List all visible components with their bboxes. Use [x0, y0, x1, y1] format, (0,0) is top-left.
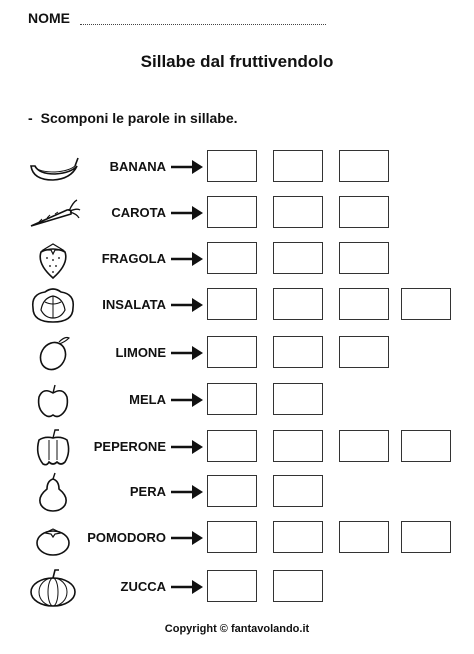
syllable-box[interactable]	[207, 242, 257, 274]
arrow-right-icon	[170, 158, 204, 176]
syllable-box[interactable]	[273, 150, 323, 182]
strawberry-icon	[25, 238, 81, 280]
word-label: MELA	[129, 392, 166, 407]
pear-icon	[25, 471, 81, 513]
instruction	[28, 110, 238, 126]
arrow-right-icon	[170, 483, 204, 501]
exercise-row	[0, 475, 474, 509]
syllable-box[interactable]	[207, 570, 257, 602]
syllable-box[interactable]	[273, 521, 323, 553]
syllable-box[interactable]	[207, 288, 257, 320]
syllable-box[interactable]	[339, 521, 389, 553]
exercise-row	[0, 242, 474, 276]
arrow-right-icon	[170, 250, 204, 268]
word-label: ZUCCA	[120, 579, 166, 594]
syllable-box[interactable]	[339, 430, 389, 462]
syllable-box[interactable]	[273, 570, 323, 602]
syllable-box[interactable]	[401, 288, 451, 320]
syllable-box[interactable]	[207, 521, 257, 553]
exercise-row	[0, 336, 474, 370]
instruction-text: Scomponi le parole in sillabe.	[40, 110, 238, 126]
syllable-box[interactable]	[207, 430, 257, 462]
pumpkin-icon	[25, 566, 81, 608]
exercise-row	[0, 570, 474, 604]
exercise-row	[0, 521, 474, 555]
word-label: FRAGOLA	[101, 251, 166, 266]
word-label: LIMONE	[115, 345, 166, 360]
arrow-right-icon	[170, 578, 204, 596]
arrow-right-icon	[170, 344, 204, 362]
copyright-footer: Copyright © fantavolando.it	[164, 623, 310, 635]
tomato-icon	[25, 517, 81, 559]
syllable-box[interactable]	[207, 196, 257, 228]
arrow-right-icon	[170, 529, 204, 547]
exercise-row	[0, 196, 474, 230]
syllable-box[interactable]	[339, 196, 389, 228]
arrow-right-icon	[170, 204, 204, 222]
arrow-right-icon	[170, 296, 204, 314]
name-field[interactable]	[80, 24, 326, 25]
lemon-icon	[25, 332, 81, 374]
name-label: NOME	[28, 10, 70, 26]
syllable-box[interactable]	[339, 242, 389, 274]
syllable-box[interactable]	[273, 475, 323, 507]
carrot-icon	[25, 192, 81, 234]
apple-icon	[25, 379, 81, 421]
exercise-row	[0, 383, 474, 417]
exercise-row	[0, 430, 474, 464]
syllable-box[interactable]	[339, 336, 389, 368]
syllable-box[interactable]	[273, 196, 323, 228]
syllable-box[interactable]	[207, 383, 257, 415]
syllable-box[interactable]	[273, 383, 323, 415]
lettuce-icon	[25, 284, 81, 326]
banana-icon	[25, 146, 81, 188]
syllable-box[interactable]	[207, 336, 257, 368]
arrow-right-icon	[170, 438, 204, 456]
word-label: INSALATA	[102, 297, 166, 312]
exercise-row	[0, 288, 474, 322]
syllable-box[interactable]	[273, 288, 323, 320]
syllable-box[interactable]	[273, 336, 323, 368]
exercise-row	[0, 150, 474, 184]
syllable-box[interactable]	[207, 475, 257, 507]
word-label: POMODORO	[87, 530, 166, 545]
page-title: Sillabe dal fruttivendolo	[140, 52, 334, 71]
syllable-box[interactable]	[273, 242, 323, 274]
syllable-box[interactable]	[273, 430, 323, 462]
syllable-box[interactable]	[207, 150, 257, 182]
syllable-box[interactable]	[339, 288, 389, 320]
pepper-icon	[25, 426, 81, 468]
word-label: BANANA	[109, 159, 166, 174]
arrow-right-icon	[170, 391, 204, 409]
syllable-box[interactable]	[339, 150, 389, 182]
word-label: PERA	[129, 484, 166, 499]
word-label: CAROTA	[111, 205, 166, 220]
instruction-dash: -	[28, 110, 33, 126]
syllable-box[interactable]	[401, 521, 451, 553]
syllable-box[interactable]	[401, 430, 451, 462]
word-label: PEPERONE	[93, 439, 166, 454]
